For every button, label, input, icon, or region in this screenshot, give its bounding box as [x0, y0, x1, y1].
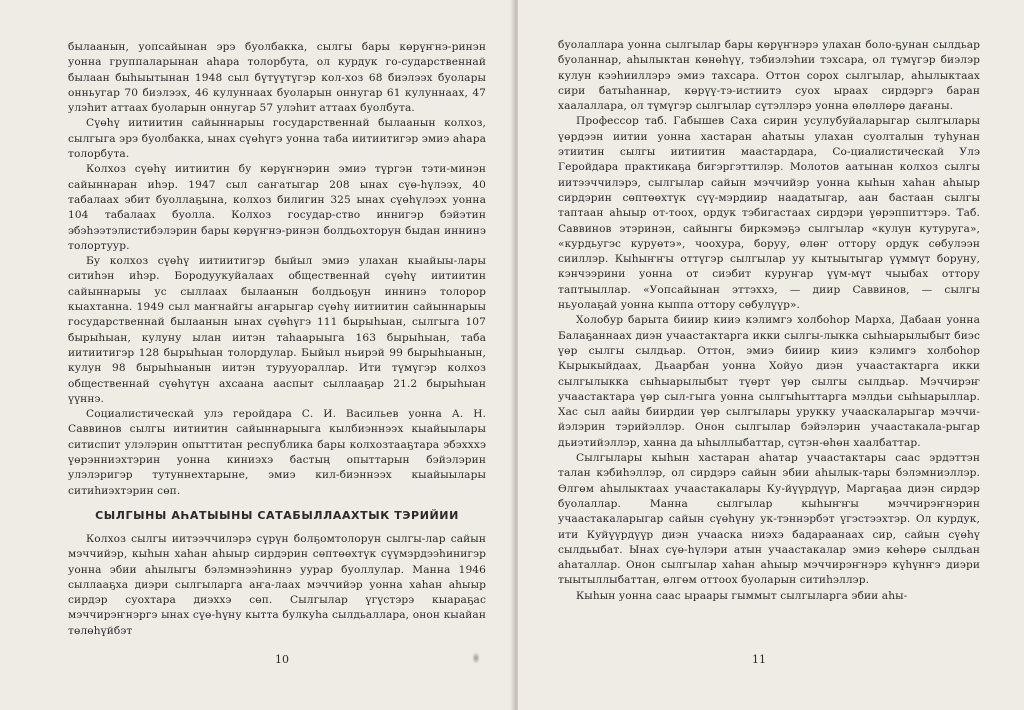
- right-page-number: 11: [752, 653, 766, 666]
- section-heading: СЫЛГЫНЫ АҺАТЫЫНЫ САТАБЫЛЛААХТЫК ТЭРИЙИИ: [95, 508, 459, 522]
- left-paragraph-3: Колхоз сүөһү иитиитин бу көрүҥнэрин эмиэ түргэн тэти-минэн сайыннаран иһэр. 1947 сыл саҥатыгар 208 ынах сүө-һүлээх, 40 табалаах эбит буоллаҕына, колхоз билигин 325 ынах сүөһүлээх уонна 104 табалаах буолла. Колхоз государ-ство иннигэр бэйэтин эбэһээтэлистибэлэрин бары көрүҥнэ-ринэн болдьохторун быдан иннинэ толортуур.: [68, 163, 486, 252]
- left-paragraph-1: былаанын, уопсайынан эрэ буолбакка, сылгы бары көрүҥнэ-ринэн уонна группаларынан аһара толорбута, ол курдук го-сударственнай былаан быһыытынан 1948 сыл бүтүүтүгэр кол-хоз 68 биэлээх буолары онньугар 70 биэлээх, 46 кулуннаах буоларын оннугар 61 кулуннаах, 47 улэһит аттаах буоларын оннугар 57 улэһит аттаах буолбута.: [68, 41, 486, 115]
- right-paragraph-2: Профессор таб. Габышев Саха сирин усулубуйаларыгар сылгылары үөрдээн иитии уонна хастаран аһатыы улахан суолталын туһунан этиитин сылгы иитиитин маастардара, Со-циалистическай Улэ Геройдара практикаҕа бигэргэттилэр. Молотов аатынан колхоз сылгы иитээччилэрэ, сылгылар сайын мэччийэр уонна кыһын хаһан аһыыр сирдэрин сөптөөхтүк сүү-мэрдиир наадатыгар, аан бастаан сылгы таптаан аһыыр от-тоох, ордук тэбигастаах сирдэри үөрэппиттэрэ. Таб. Саввинов этэринэн, сайынгы биркэмэҕэ сылгылар «кулун кутуруга», «курдьугэс куруөтэ», чоохура, боруу, өлөҥ оттору ордук сөбулээн сииллэр. Кыһыҥҥы оттүгэр сылгылар уу кытыытыгар үүммүт боруну, кэнчээрини уонна от сиэбит куруҥар үүм-мүт чыыбах оттору таптыыллар. «Уопсайынан эттэххэ, — диир Саввинов, — сылгы ньуолаҕай уонна кыппа оттору сөбулүүр».: [558, 115, 980, 312]
- left-page-body: [68, 40, 486, 639]
- left-paragraph-5: Социалистическай улэ геройдара С. И. Васильев уонна А. Н. Саввинов сылгы иитиитин сайыннарыыга кылбиэннээх кыайыылары ситиспит улэлэрин опыттитан республика бары колхозтааҕтара эбэхххэ үөрэнниэхтэрин уонна киниэхэ бастың опыттарын бэйэлэрин улэлэригэр тутуннехтарыне, эмиэ кил-биэннээх кыайыылары ситиһиэхтэрин сөп.: [68, 408, 486, 497]
- left-paragraph-2: Сүөһү иитиитин сайыннарыы государственнай былаанын колхоз, сылгыга эрэ буолбакка, ынах сүөһүгэ уонна таба иитиитигэр эмиэ аһара толорбута.: [68, 117, 486, 161]
- right-page-body: [558, 38, 980, 604]
- left-page-number: 10: [275, 653, 289, 666]
- right-paragraph-4: Сылгылары кыһын хастаран аһатар учаастактары саас эрдэттэн талан кэбиһэллэр, ол сирдэрэ сайын эбии аһылык-тары бэлэмниэллэр. Өлгөм аһылыктаах учаастакалары Ку-йүүрдүүр, Маргаҕаа диэн сирдэр буолаллар. Манна сылгылар кыһыҥҥы мэччирэҥнэрин учаастакаларыгар сайын сүөһүну ук-тэннэрбэт үгэстээхтэр. Ол курдук, ити Куйүүрдүүр диэн учааска ниэхэ бадараанаах сир, сайын сүөһү сылдьыбат. Ынах сүө-һүлэри атын учаастакалар эмиэ көһөрө сылдьан аһаталлар. Онон сылгылар хаһан аһыыр мэччирэҥнэрэ күһүнҥэ диэри тыытыллыбаттан, өлгөм оттоох буоларын ситиһэллэр.: [558, 452, 980, 587]
- left-paragraph-4: Бу колхоз сүөһү иитиитигэр быйыл эмиэ улахан кыайыы-лары ситиһэн иһэр. Бородуукуйалаах общественнай сүөһү иитиитин сайыннарыы ус сыллаах былаанын болдьоҕун иннинэ толорор кыахтанна. 1949 сыл маҥнайгы аҥарыгар сүөһү иитиитин сайыннарыы государственнай былаанын ынах сүөһүгэ 111 бырыһыан, сылгыга 107 бырыһыан, кулуну ылан иитэн таһаарыыга 163 бырыһыан, таба иитиитигэр 128 бырыһыан толордулар. Быйыл ньирэй 99 бырыһыанын, кулун 98 бырыһыанын иитэн турууораллар. Ити түмүгэр колхоз общественнай сүөһүтүн ахсаана ааспыт сыллааҕар 21.2 бырыһыан үүннэ.: [68, 255, 486, 405]
- paper-stain: [472, 652, 480, 664]
- right-paragraph-5: Кыһын уонна саас ыраары гыммыт сылгыларга эбии аһы-: [576, 589, 908, 602]
- right-paragraph-3: Холобур барыта бииир кииэ кэлимгэ холбоһор Марха, Дабаан уонна Балаҕаннаах диэн учаастактарга икки сылгы-лыкка сыһыарылыбыт биэс үөр сылгы сылдьар. Оттон, эмиэ бииир кииэ кэлимгэ холбоһор Кырыкыйдаах, Дьаарбан уонна Хойуо диэн учаастактарга икки сылгылыкка сыһыарылыбыт түөрт үөр сылгы сылдьар. Мэччирэҥ учаастактара үөр сыл-гыга уонна сылгыһыттарга мэлдьи сыһыарыллар. Хас сыл аайы биирдии үөр сылгылары урукку учааскаларыгар мэччи-йэлэрин тэрийэллэр. Онон сылгылар бэйэлэрин учаастакала-рыгар дьиэтийэллэр, ханна да ыһыллыбаттар, сүтэн-өһөн хаалбаттар.: [558, 314, 980, 449]
- right-page: [518, 0, 1024, 710]
- right-paragraph-1: буолаллара уонна сылгылар бары көрүҥнэрэ улахан боло-ҕунан сылдьар буоланнар, аһылыктан көнөһүү, тэбиэлэһии тэхсара, ол түмүгэр биэлэр кулун кээһииллэрэ эмиэ тахсара. Оттон сорох сылгылар, аһылыктаах сири батыһаннар, көрүү-тэ-истиитэ суох ыраах сирдэргэ баран хаалаллара, ол түмүгэр сылгылар сүтэллэрэ уонна өлөллөрө дағаны.: [558, 39, 980, 113]
- left-paragraph-6: Колхоз сылгы иитээччилэрэ сүрүн болҕомтолорун сылгы-лар сайын мэччийэр, кыһын хаһан аһыыр сирдэрин сөптөөхтүк сүүмэрдээһинигэр уонна эбии аһылыгы бэлэмнээһиннэ уурар буоллулар. Манна 1946 сыллааҕха диэри сылгыларга аҥа-лаах мэччийэр уонна хаһан аһыыр сирдэр суохтара диэххэ сөп. Сылгылар үгүстэрэ кыараҕас мэччирэҥнэргэ ынах сүө-һүну кытта булкуһа сылдьаллара, онон кыайан төлөһүйбэт: [68, 532, 486, 637]
